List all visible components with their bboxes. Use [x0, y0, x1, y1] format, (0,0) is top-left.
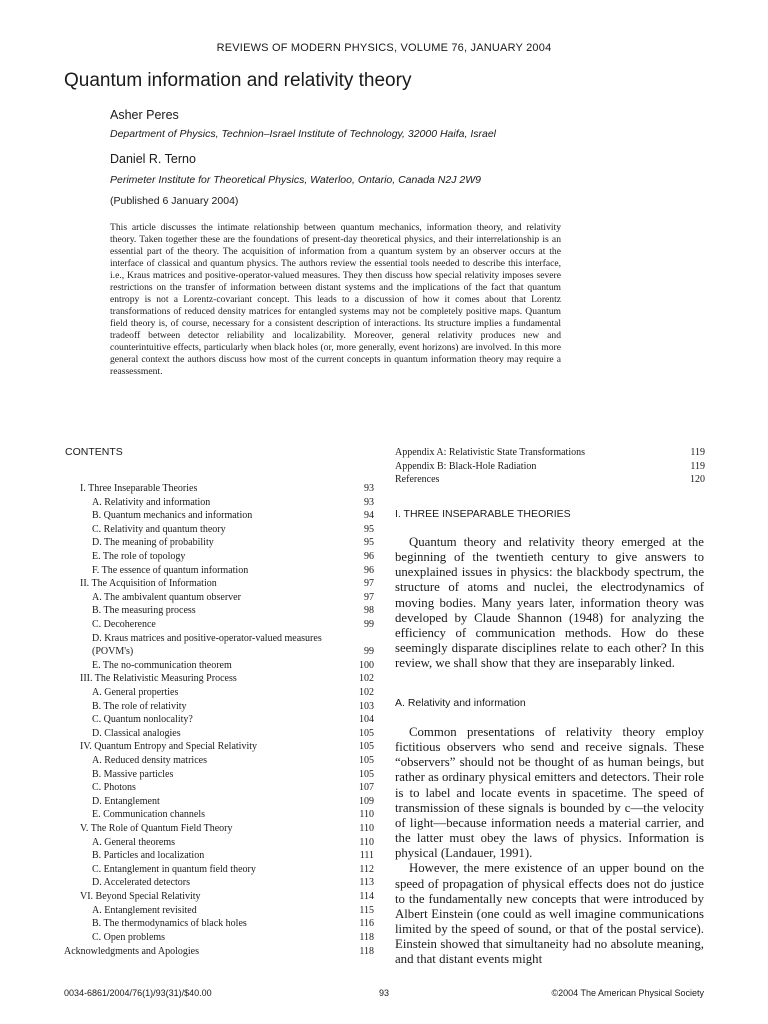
table-of-contents: [64, 482, 374, 958]
toc-entry-page: 112: [359, 863, 374, 875]
toc-entry-page: 111: [359, 850, 374, 862]
toc-entry-page: 120: [690, 474, 705, 486]
toc-entry-page: 118: [359, 945, 374, 957]
toc-entry: [64, 904, 374, 918]
toc-entry-label: C. Quantum nonlocality?: [92, 714, 193, 726]
toc-entry: [64, 836, 374, 850]
article-title: Quantum information and relativity theory: [64, 70, 412, 91]
toc-entry: [64, 591, 374, 605]
toc-entry: [64, 727, 374, 741]
toc-entry: [64, 863, 374, 877]
toc-entry: [64, 482, 374, 496]
toc-entry-page: 105: [359, 727, 374, 739]
toc-entry-page: 116: [359, 918, 374, 930]
toc-entry-label: B. Quantum mechanics and information: [92, 510, 253, 522]
toc-entry-page: 99: [364, 646, 374, 658]
toc-entry-label: C. Entanglement in quantum field theory: [92, 863, 256, 875]
toc-entry-page: 110: [359, 836, 374, 848]
toc-entry: [64, 945, 374, 959]
toc-entry-page: 100: [359, 659, 374, 671]
toc-entry: [64, 768, 374, 782]
toc-entry: [64, 781, 374, 795]
toc-entry-page: 103: [359, 700, 374, 712]
toc-entry: [64, 917, 374, 931]
abstract: This article discusses the intimate relationship between quantum mechanics, information theory, and relativity theory. Taken together these are the foundations of present-day theoretical physics, and their interrelationship is an essential part of the theory. The acquisition of information from a quantum system by an observer occurs at the interface of classical and quantum physics. The authors review the essential tools needed to describe this interface, i.e., Kraus matrices and positive-operator-valued measures. They then discuss how special relativity imposes severe restrictions on the transfer of information between distant systems and the implications of the fact that quantum entropy is not a Lorentz-covariant concept. This leads to a discussion of how it comes about that Lorentz transformations of reduced density matrices for entangled systems may not be completely positive maps. Quantum field theory is, of course, necessary for a consistent description of interactions. Its structure implies a fundamental tradeoff between detector reliability and localizability. Moreover, general relativity produces new and counterintuitive effects, particularly when black holes (or, more generally, event horizons) are involved. In this more general context the authors discuss how most of the current concepts in quantum information theory may require a reassessment.: [110, 222, 561, 377]
toc-entry: [64, 550, 374, 564]
toc-entry-label: E. The no-communication theorem: [92, 659, 232, 671]
toc-entry-label: VI. Beyond Special Relativity: [80, 891, 201, 903]
toc-entry: [64, 632, 374, 659]
toc-entry: [64, 740, 374, 754]
toc-entry-page: 104: [359, 714, 374, 726]
toc-entry: [64, 931, 374, 945]
toc-entry-page: 115: [359, 904, 374, 916]
toc-entry-label: D. The meaning of probability: [92, 537, 214, 549]
author-name: Asher Peres: [110, 108, 179, 122]
toc-entry: [64, 713, 374, 727]
toc-entry-label: B. The thermodynamics of black holes: [92, 918, 247, 930]
toc-entry-label: V. The Role of Quantum Field Theory: [80, 823, 233, 835]
toc-entry-page: 110: [359, 823, 374, 835]
body-paragraph: However, the mere existence of an upper bound on the speed of propagation of physical effects does not do justice to the fundamentally new concepts that were introduced by Albert Einstein (one could as well imagine communications limited by the speed of sound, or that of the postal service). Einstein showed that simultaneity had no absolute meaning, and that distant events might: [395, 861, 704, 967]
toc-entry: [64, 564, 374, 578]
toc-entry-label: D. Entanglement: [92, 795, 160, 807]
toc-entry-label: II. The Acquisition of Information: [80, 578, 217, 590]
toc-entry-page: 118: [359, 931, 374, 943]
toc-entry: [64, 754, 374, 768]
toc-entry: [64, 890, 374, 904]
toc-entry-page: 119: [690, 460, 705, 472]
toc-entry-label: References: [395, 474, 440, 486]
section-body: [395, 535, 704, 671]
toc-entry-label: A. General properties: [92, 686, 179, 698]
toc-entry-label: C. Open problems: [92, 931, 166, 943]
toc-entry: [64, 795, 374, 809]
toc-entry: [64, 523, 374, 537]
toc-entry-label: E. Communication channels: [92, 809, 206, 821]
toc-entry-label: A. Relativity and information: [92, 496, 211, 508]
toc-entry: [395, 446, 705, 460]
toc-entry-label: Acknowledgments and Apologies: [64, 945, 199, 957]
toc-entry-label: C. Relativity and quantum theory: [92, 523, 226, 535]
footer-page-number: 93: [378, 988, 389, 998]
body-paragraph: Quantum theory and relativity theory emerged at the beginning of the twentieth century to give answers to unexplained issues in physics: the blackbody spectrum, the structure of atoms and nuclei, the electrodynamics of moving bodies. Many years later, information theory was developed by Claude Shannon (1948) for analyzing the efficiency of communication methods. How do these seemingly disparate disciplines relate to each other? In this review, we shall show that they are inseparably linked.: [395, 535, 704, 671]
toc-entry: [64, 604, 374, 618]
toc-entry-page: 102: [359, 673, 374, 685]
toc-entry: [64, 536, 374, 550]
journal-header: REVIEWS OF MODERN PHYSICS, VOLUME 76, JANUARY 2004: [216, 42, 552, 54]
toc-entry-page: 114: [359, 891, 374, 903]
toc-entry-label: D. Kraus matrices and positive-operator-valued measures (POVM's): [92, 632, 322, 658]
toc-entry: [64, 618, 374, 632]
table-of-contents-appendices: [395, 446, 705, 487]
toc-entry-label: A. General theorems: [92, 836, 176, 848]
author-name: Daniel R. Terno: [110, 152, 196, 166]
toc-entry-label: D. Accelerated detectors: [92, 877, 191, 889]
toc-entry: [64, 808, 374, 822]
toc-entry-page: 107: [359, 782, 374, 794]
toc-entry: [64, 686, 374, 700]
toc-entry: [64, 849, 374, 863]
toc-entry-label: B. Massive particles: [92, 768, 174, 780]
toc-entry-page: 99: [364, 619, 374, 631]
toc-entry-page: 113: [359, 877, 374, 889]
footer-copyright: ©2004 The American Physical Society: [551, 988, 704, 998]
toc-entry-page: 110: [359, 809, 374, 821]
toc-entry-label: B. The measuring process: [92, 605, 196, 617]
toc-entry: [64, 496, 374, 510]
author-affiliation: Perimeter Institute for Theoretical Physics, Waterloo, Ontario, Canada N2J 2W9: [110, 174, 481, 186]
section-heading: I. THREE INSEPARABLE THEORIES: [395, 508, 571, 520]
toc-entry-page: 96: [364, 551, 374, 563]
toc-entry-page: 94: [364, 510, 374, 522]
toc-entry-label: C. Decoherence: [92, 619, 156, 631]
toc-entry-label: B. The role of relativity: [92, 700, 187, 712]
toc-entry: [64, 577, 374, 591]
toc-entry-label: Appendix B: Black-Hole Radiation: [395, 460, 537, 472]
body-paragraph: Common presentations of relativity theory employ fictitious observers who send and receive signals. These “observers” should not be thought of as human beings, but rather as ordinary physical emitters and detectors. Their role is to label and locate events in spacetime. The speed of transmission of these signals is bounded by c—the velocity of light—because information needs a material carrier, and the latter must obey the laws of physics. Information is physical (Landauer, 1991).: [395, 725, 704, 861]
toc-entry-page: 105: [359, 754, 374, 766]
toc-entry-label: I. Three Inseparable Theories: [80, 483, 198, 494]
toc-entry-page: 102: [359, 686, 374, 698]
toc-entry: [64, 876, 374, 890]
toc-entry-label: IV. Quantum Entropy and Special Relativity: [80, 741, 258, 753]
toc-entry-label: III. The Relativistic Measuring Process: [80, 673, 237, 685]
toc-entry-page: 93: [364, 496, 374, 508]
toc-entry-label: C. Photons: [92, 782, 136, 794]
contents-heading: CONTENTS: [65, 446, 123, 458]
toc-entry-label: A. The ambivalent quantum observer: [92, 591, 241, 603]
toc-entry: [64, 659, 374, 673]
toc-entry: [395, 460, 705, 474]
toc-entry: [64, 822, 374, 836]
toc-entry: [64, 672, 374, 686]
toc-entry-label: A. Reduced density matrices: [92, 754, 207, 766]
subsection-body: [395, 725, 704, 968]
footer-issn: 0034-6861/2004/76(1)/93(31)/$40.00: [64, 988, 212, 998]
toc-entry: [64, 509, 374, 523]
toc-entry-page: 93: [364, 483, 374, 494]
toc-entry-page: 96: [364, 564, 374, 576]
toc-entry-page: 97: [364, 578, 374, 590]
toc-entry-label: B. Particles and localization: [92, 850, 205, 862]
toc-entry: [64, 700, 374, 714]
toc-entry-page: 97: [364, 591, 374, 603]
toc-entry-label: E. The role of topology: [92, 551, 186, 563]
toc-entry-label: D. Classical analogies: [92, 727, 181, 739]
toc-entry-page: 119: [690, 447, 705, 458]
toc-entry-page: 105: [359, 741, 374, 753]
toc-entry-label: A. Entanglement revisited: [92, 904, 197, 916]
toc-entry-page: 109: [359, 795, 374, 807]
author-affiliation: Department of Physics, Technion–Israel Institute of Technology, 32000 Haifa, Israel: [110, 128, 496, 140]
toc-entry-page: 95: [364, 537, 374, 549]
toc-entry-label: Appendix A: Relativistic State Transformations: [395, 447, 585, 458]
toc-entry-page: 95: [364, 523, 374, 535]
toc-entry-page: 98: [364, 605, 374, 617]
subsection-heading: A. Relativity and information: [395, 697, 526, 709]
toc-entry-label: F. The essence of quantum information: [92, 564, 249, 576]
published-date: (Published 6 January 2004): [110, 195, 239, 207]
toc-entry: [395, 473, 705, 487]
toc-entry-page: 105: [359, 768, 374, 780]
